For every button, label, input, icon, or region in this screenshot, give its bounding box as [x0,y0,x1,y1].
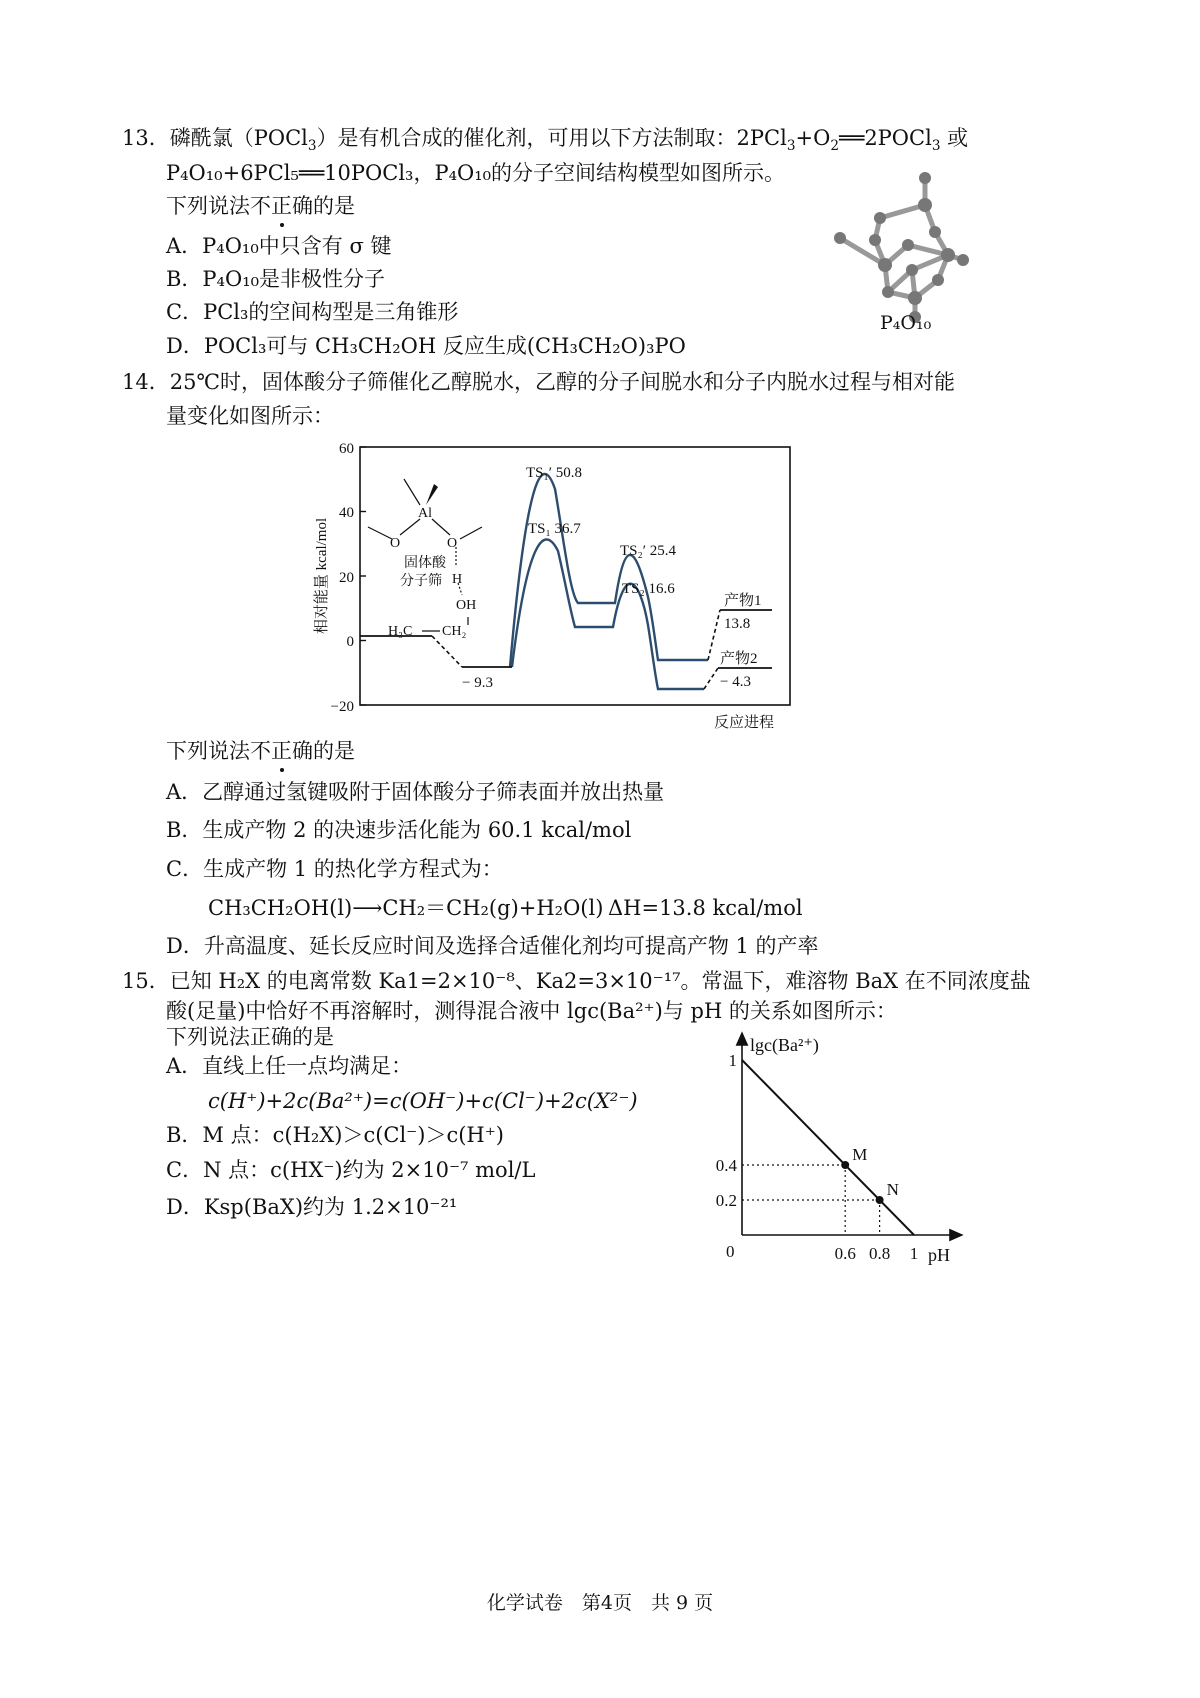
q15-option-b: B．M 点：c(H₂X)＞c(Cl⁻)＞c(H⁺) [166,1123,504,1147]
y-tick-0.4: 0.4 [715,1156,737,1175]
curve-intermolecular [510,474,708,667]
q14-option-b: B．生成产物 2 的决速步活化能为 60.1 kcal/mol [166,818,632,842]
label-product1: 产物1 [724,593,762,609]
value-product1: 13.8 [724,616,751,632]
curve-intramolecular [512,540,704,689]
energy-profile-chart [300,435,810,735]
value-product2: − 4.3 [720,674,751,690]
path-to-product1 [708,610,720,660]
y-axis-label: 相对能量 kcal/mol [314,517,330,635]
label-oh: OH [456,598,477,613]
point-label-M: M [852,1145,868,1164]
q13-ask: 下列说法不正确的是 [166,191,355,221]
q13-option-a: A．P₄O₁₀中只含有 σ 键 [166,234,392,258]
q15-ask: 下列说法正确的是 [166,1025,334,1049]
y-tick-0.2: 0.2 [715,1191,737,1210]
y-tick-60: 60 [339,441,354,457]
q14-ask: 下列说法不正确的是 [166,736,355,766]
x-tick-0.6: 0.6 [834,1244,856,1263]
path-to-product2 [704,668,718,689]
path-to-adsorbed [432,636,462,667]
q15-option-c: C．N 点：c(HX⁻)约为 2×10⁻⁷ mol/L [166,1158,536,1182]
label-ts1-prime: TS₁′ 50.8 [526,465,583,481]
point-N [876,1196,884,1204]
chart-y-label: lgc(Ba²⁺) [750,1035,819,1055]
x-axis-label: 反应进程 [714,715,775,731]
q13-option-b: B．P₄O₁₀是非极性分子 [166,267,386,291]
label-al: Al [418,506,432,521]
q13-option-d: D．POCl₃可与 CH₃CH₂OH 反应生成(CH₃CH₂O)₃PO [166,334,686,358]
q13-stem-line2: P₄O₁₀+6PCl₅══10POCl₃，P₄O₁₀的分子空间结构模型如图所示。 [166,161,786,185]
label-h: H [452,572,463,587]
label-sieve-1: 固体酸 [404,556,446,571]
x-tick-0.8: 0.8 [868,1244,891,1263]
adsorption-structure [368,479,482,639]
q14-stem-line2: 量变化如图所示： [166,404,334,428]
value-adsorbed: − 9.3 [462,675,493,691]
q15-stem-line1: 15．已知 H₂X 的电离常数 Ka1=2×10⁻⁸、Ka2=3×10⁻¹⁷。常温下，难溶物 BaX 在不同浓度盐 [122,969,1031,993]
q15-option-d: D．Ksp(BaX)约为 1.2×10⁻²¹ [166,1195,458,1219]
y-tick-1: 1 [728,1051,737,1070]
page-footer: 化学试卷 第4页 共 9 页 [486,1592,714,1614]
label-h3c: H₃C [388,624,413,639]
label-o-right: O [447,536,458,551]
molecule-bonds [840,178,963,317]
q15-option-a-equation: c(H⁺)+2c(Ba²⁺)=c(OH⁻)+c(Cl⁻)+2c(X²⁻) [208,1089,638,1113]
y-tick-minus20: −20 [330,699,354,715]
label-o-left: O [390,536,401,551]
y-tick-marks [360,447,366,705]
q15-option-a: A．直线上任一点均满足： [166,1054,413,1078]
label-ts1: TS₁ 36.7 [528,521,581,537]
label-product2: 产物2 [720,651,758,667]
label-ts2: TS₂ 16.6 [622,581,675,597]
label-ts2-prime: TS₂′ 25.4 [620,543,677,559]
lgc-ph-chart [700,1025,980,1275]
chart-x-label: pH [928,1245,950,1265]
q14-option-c: C．生成产物 1 的热化学方程式为： [166,857,503,881]
q14-option-a: A．乙醇通过氢键吸附于固体酸分子筛表面并放出热量 [166,780,665,804]
q14-option-c-enthalpy: ΔH=13.8 kcal/mol [608,896,803,920]
y-tick-20: 20 [339,570,354,586]
q13-stem-line1: 13．磷酰氯（POCl$_3$）是有机合成的催化剂，可用以下方法制取：$2PCl_3+O_2══2POCl_3$ 或 [122,126,969,155]
y-tick-40: 40 [339,505,354,521]
p4o10-figure-label: P₄O₁₀ [880,312,932,334]
point-label-N: N [886,1180,899,1199]
emphasis-dots: 不正确 [250,191,313,221]
chart-origin: 0 [726,1242,735,1261]
data-line [742,1060,914,1235]
q15-stem-line2: 酸(足量)中恰好不再溶解时，测得混合液中 lgc(Ba²⁺)与 pH 的关系如图所示： [166,999,897,1023]
x-tick-1: 1 [909,1244,919,1263]
y-tick-0: 0 [346,634,354,650]
point-M [841,1161,849,1169]
label-sieve-2: 分子筛 [400,574,442,589]
q14-stem-line1: 14．25℃时，固体酸分子筛催化乙醇脱水，乙醇的分子间脱水和分子内脱水过程与相对能 [122,370,955,394]
label-ch2: CH₂ [442,624,467,639]
q14-option-d: D．升高温度、延长反应时间及选择合适催化剂均可提高产物 1 的产率 [166,934,819,958]
emphasis-dots: 不正确 [250,736,313,766]
q13-option-c: C．PCl₃的空间构型是三角锥形 [166,300,459,324]
q14-option-c-equation: CH₃CH₂OH(l)⟶CH₂＝CH₂(g)+H₂O(l) [208,896,604,920]
